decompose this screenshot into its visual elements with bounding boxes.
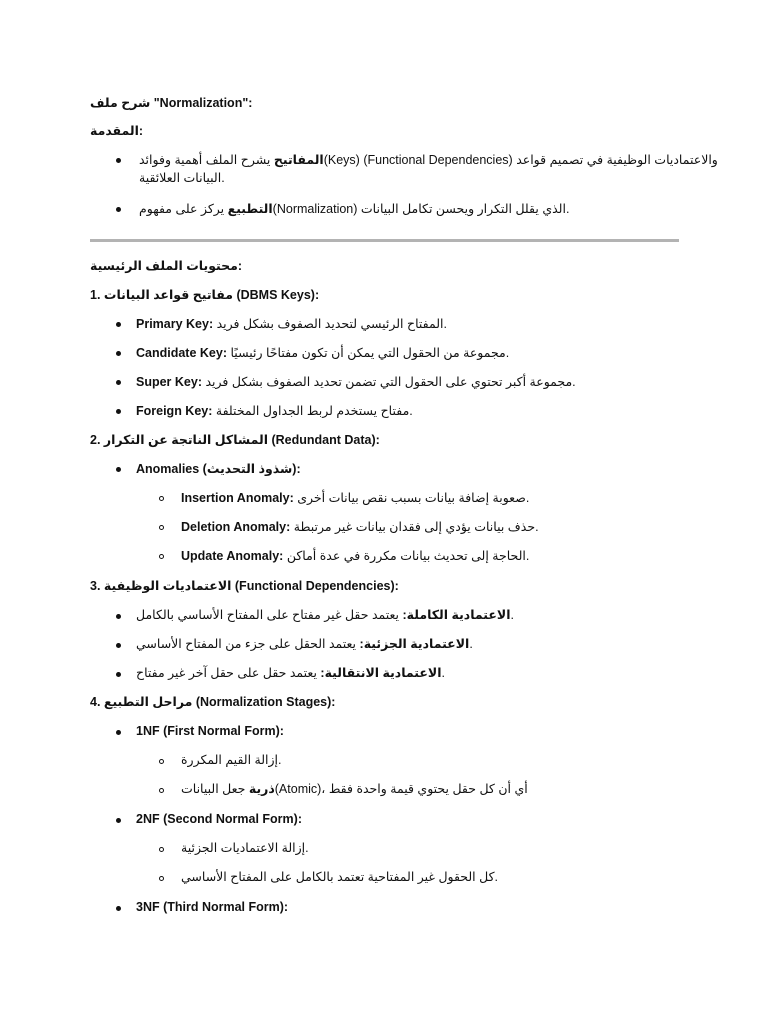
anomaly-update: Update Anomaly: الحاجة إلى تحديث بيانات مكررة في عدة أماكن. [181, 549, 530, 563]
sub-bullet-circle [159, 554, 164, 559]
bullet-dot [116, 614, 121, 619]
bullet-dot [116, 906, 121, 911]
nf3-label: 3NF (Third Normal Form): [136, 900, 289, 914]
intro-bullet-2: التطبيع يركز على مفهوم (Normalization) الذي يقلل التكرار ويحسن تكامل البيانات. [139, 202, 570, 216]
bullet-dot [116, 730, 121, 735]
bullet-dot [116, 380, 121, 385]
bullet-dot [116, 351, 121, 356]
dependency-full: الاعتمادية الكاملة: يعتمد حقل غير مفتاح على المفتاح الأساسي بالكامل. [136, 608, 514, 622]
nf1-sub-1: إزالة القيم المكررة. [181, 753, 282, 767]
sub-bullet-circle [159, 847, 164, 852]
nf1-sub-2: ذرية جعل البيانات (Atomic)، أي أن كل حقل يحتوي قيمة واحدة فقط [181, 782, 528, 796]
anomaly-insertion: Insertion Anomaly: صعوبة إضافة بيانات بسبب نقص بيانات أخرى. [181, 491, 530, 505]
sub-bullet-circle [159, 876, 164, 881]
sub-bullet-circle [159, 788, 164, 793]
nf1-label: 1NF (First Normal Form): [136, 724, 284, 738]
bullet-dot [116, 158, 121, 163]
intro-bullet-1-line1: المفاتيح يشرح الملف أهمية وفوائد (Keys) (Functional Dependencies) والاعتماديات الوظيفية في تصميم قواعد [139, 153, 718, 167]
bullet-dot [116, 818, 121, 823]
intro-bullet-1-line2: البيانات العلائقية. [139, 171, 225, 185]
key-item-primary: Primary Key: المفتاح الرئيسي لتحديد الصفوف بشكل فريد. [136, 317, 447, 331]
nf2-sub-2: كل الحقول غير المفتاحية تعتمد بالكامل على المفتاح الأساسي. [181, 870, 499, 884]
section-2-heading: 2. المشاكل الناتجة عن التكرار (Redundant Data): [90, 433, 380, 447]
sub-bullet-circle [159, 525, 164, 530]
dependency-partial: الاعتمادية الجزئية: يعتمد الحقل على جزء من المفتاح الأساسي. [136, 637, 473, 651]
bullet-dot [116, 467, 121, 472]
sub-bullet-circle [159, 759, 164, 764]
section-4-heading: 4. مراحل التطبيع (Normalization Stages): [90, 695, 336, 709]
intro-heading: المقدمة: [90, 124, 144, 138]
sub-bullet-circle [159, 496, 164, 501]
horizontal-divider [90, 239, 679, 242]
intro-keys-bold: المفاتيح [273, 153, 324, 167]
contents-heading: محتويات الملف الرئيسية: [90, 259, 243, 273]
bullet-dot [116, 322, 121, 327]
section-1-heading: 1. مفاتيح قواعد البيانات (DBMS Keys): [90, 288, 320, 302]
anomalies-label: Anomalies (شذوذ التحديث): [136, 462, 301, 476]
key-item-candidate: Candidate Key: مجموعة من الحقول التي يمكن أن تكون مفتاحًا رئيسيًا. [136, 346, 510, 360]
anomaly-deletion: Deletion Anomaly: حذف بيانات يؤدي إلى فقدان بيانات غير مرتبطة. [181, 520, 539, 534]
bullet-dot [116, 643, 121, 648]
key-item-super: Super Key: مجموعة أكبر تحتوي على الحقول التي تضمن تحديد الصفوف بشكل فريد. [136, 375, 576, 389]
dependency-transitive: الاعتمادية الانتقالية: يعتمد حقل على حقل آخر غير مفتاح. [136, 666, 445, 680]
intro-normalization-bold: التطبيع [227, 202, 273, 216]
key-item-foreign: Foreign Key: مفتاح يستخدم لربط الجداول المختلفة. [136, 404, 413, 418]
bullet-dot [116, 207, 121, 212]
nf2-label: 2NF (Second Normal Form): [136, 812, 302, 826]
document-title: شرح ملف "Normalization": [90, 96, 253, 110]
section-3-heading: 3. الاعتماديات الوظيفية (Functional Dependencies): [90, 579, 399, 593]
bullet-dot [116, 672, 121, 677]
nf2-sub-1: إزالة الاعتماديات الجزئية. [181, 841, 309, 855]
bullet-dot [116, 409, 121, 414]
